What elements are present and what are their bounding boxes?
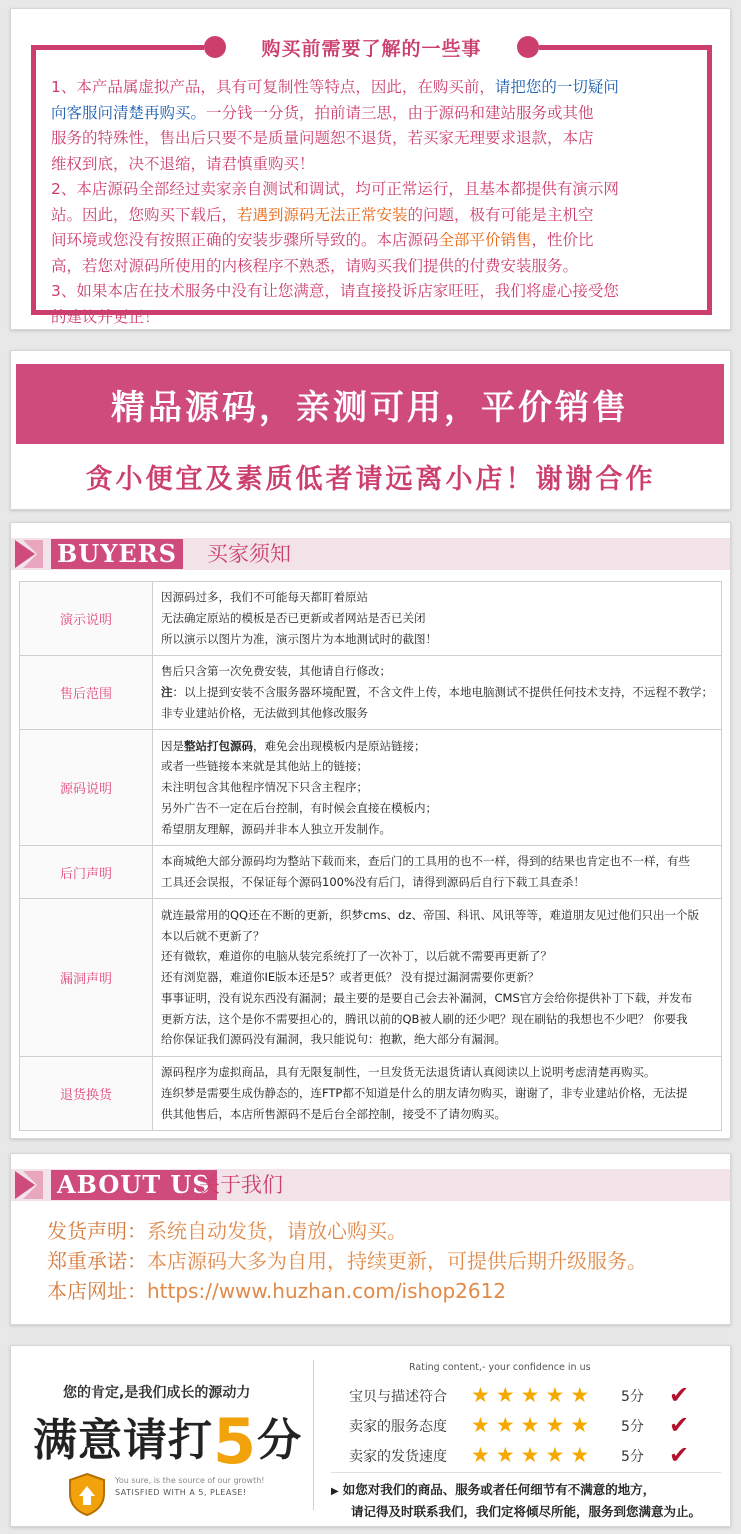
row-line-bold: 整站打包源码 bbox=[184, 738, 253, 753]
star-icon: ★ bbox=[570, 1443, 590, 1467]
notice-body bbox=[51, 75, 701, 330]
row-line: 供其他售后，本店所售源码不是后台全部控制，接受不了请勿购买。 bbox=[161, 1106, 506, 1121]
row-label: 后门声明 bbox=[20, 846, 153, 899]
buyers-title-cn: 买家须知 bbox=[207, 542, 291, 566]
rating-label: 卖家的服务态度 bbox=[349, 1419, 447, 1435]
row-label: 售后范围 bbox=[20, 656, 153, 730]
notice-item-2 bbox=[51, 177, 701, 279]
star-icon: ★ bbox=[495, 1383, 515, 1407]
rating-panel bbox=[10, 1345, 731, 1527]
star-icon: ★ bbox=[471, 1443, 490, 1467]
table-row bbox=[20, 582, 722, 656]
rating-score: 5分 bbox=[621, 1389, 644, 1405]
footer-text: 如您对我们的商品、服务或者任何细节有不满意的地方， bbox=[342, 1482, 656, 1497]
notice-text: 服务的特殊性，售出后只要不是质量问题恕不退货，若买家无理要求退款，本店 bbox=[51, 129, 594, 147]
about-row bbox=[47, 1276, 647, 1306]
row-line: 源码程序为虚拟商品，具有无限复制性，一旦发货无法退货请认真阅读以上说明考虑清楚再购买。 bbox=[161, 1065, 656, 1080]
notice-title-pill bbox=[204, 32, 539, 62]
notice-panel bbox=[10, 8, 731, 330]
star-icon: ★ bbox=[520, 1443, 540, 1467]
row-line: 所以演示以图片为准，演示图片为本地测试时的截图！ bbox=[161, 631, 437, 646]
check-icon: ✔ bbox=[669, 1381, 690, 1409]
slogan-sub-text: 贪小便宜及素质低者请远离小店！谢谢合作 bbox=[85, 463, 656, 495]
notice-highlight-blue: 请把您的一切疑问 bbox=[494, 78, 619, 96]
row-label: 漏洞声明 bbox=[20, 899, 153, 1057]
notice-item-3 bbox=[51, 279, 701, 330]
shop-url-link[interactable]: https://www.huzhan.com/ishop2612 bbox=[147, 1279, 507, 1303]
buyers-title-en: BUYERS bbox=[51, 539, 183, 569]
about-row bbox=[47, 1216, 647, 1246]
footer-line-1 bbox=[331, 1480, 701, 1502]
title-dot-left-icon bbox=[204, 36, 226, 58]
row-content bbox=[153, 899, 722, 1057]
row-line: 就连最常用的QQ还在不断的更新，织梦cms、dz、帝国、科讯、风讯等等，难道朋友见过他们只出一个版 bbox=[161, 908, 699, 923]
triangle-icon bbox=[15, 1171, 43, 1199]
row-line-pre: 因是 bbox=[161, 738, 184, 753]
rating-score: 5分 bbox=[621, 1419, 644, 1435]
footer-line-2: 请记得及时联系我们，我们定将倾尽所能，服务到您满意为止。 bbox=[351, 1504, 702, 1519]
rating-small-en-2: SATISFIED WITH A 5, PLEASE! bbox=[115, 1488, 247, 1497]
rating-stars bbox=[471, 1413, 589, 1437]
row-line: 事事证明，没有说东西没有漏洞；最主要的是要自己会去补漏洞，CMS官方会给你提供补丁下载，并发布 bbox=[161, 990, 693, 1005]
row-line: 希望朋友理解，源码并非本人独立开发制作。 bbox=[161, 821, 391, 836]
row-line: 本商城绝大部分源码均为整站下载而来，查后门的工具用的也不一样，得到的结果也肯定也不一样，有些 bbox=[161, 854, 690, 869]
star-icon: ★ bbox=[520, 1413, 540, 1437]
rating-small-en-1: You sure, is the source of our growth! bbox=[115, 1476, 265, 1485]
slogan-main: 精品源码，亲测可用，平价销售 bbox=[111, 387, 629, 428]
divider bbox=[313, 1360, 314, 1510]
star-icon: ★ bbox=[471, 1413, 490, 1437]
row-line: 还有微软，难道你的电脑从装完系统打了一次补丁，以后就不需要再更新了？ bbox=[161, 949, 552, 964]
slogan-sub bbox=[11, 451, 730, 501]
big-post: 分 bbox=[257, 1415, 303, 1466]
buyers-header bbox=[11, 533, 730, 573]
check-icon: ✔ bbox=[669, 1441, 690, 1469]
row-line: 更新方法，这个是你不需要担心的，腾讯以前的QB被人刷的还少吧？现在刷钻的我想也不少吧？ 你要我 bbox=[161, 1011, 688, 1026]
notice-text: 维权到底，决不退缩，请君慎重购买！ bbox=[51, 154, 315, 173]
shield-icon bbox=[67, 1472, 107, 1516]
rating-footer bbox=[331, 1480, 701, 1522]
row-line: 未注明包含其他程序情况下只含主程序； bbox=[161, 780, 368, 795]
table-row bbox=[20, 730, 722, 846]
rating-score: 5分 bbox=[621, 1449, 644, 1465]
notice-text: 高，若您对源码所使用的内核程序不熟悉，请购买我们提供的付费安装服务。 bbox=[51, 256, 579, 275]
about-header bbox=[11, 1164, 730, 1204]
row-label: 退货换货 bbox=[20, 1057, 153, 1131]
notice-text: 的问题，极有可能是主机空 bbox=[407, 205, 594, 224]
notice-highlight-orange: 全部平价销售 bbox=[438, 231, 532, 249]
about-value: 本店源码大多为自用，持续更新，可提供后期升级服务。 bbox=[147, 1249, 647, 1273]
table-row bbox=[20, 846, 722, 899]
star-icon: ★ bbox=[545, 1413, 565, 1437]
big-pre: 满意请打 bbox=[33, 1415, 213, 1466]
rating-slogan: 您的肯定,是我们成长的源动力 bbox=[63, 1385, 251, 1401]
about-title-cn: 关于我们 bbox=[199, 1173, 283, 1197]
row-content bbox=[153, 1057, 722, 1131]
row-line: 无法确定原站的模板是否已更新或者网站是否已关闭 bbox=[161, 611, 426, 626]
rating-left bbox=[11, 1346, 311, 1526]
notice-text: 3、如果本店在技术服务中没有让您满意，请直接投诉店家旺旺，我们将虚心接受您 bbox=[51, 282, 619, 300]
rating-label: 宝贝与描述符合 bbox=[349, 1389, 447, 1405]
about-title-en: ABOUT US bbox=[51, 1170, 217, 1200]
check-icon: ✔ bbox=[669, 1411, 690, 1439]
notice-text: ，性价比 bbox=[531, 231, 594, 249]
notice-highlight-blue: 向客服问清楚再购买。 bbox=[51, 103, 207, 122]
row-note-bold: 注 bbox=[161, 685, 173, 700]
notice-highlight-orange: 若遇到源码无法正常安装 bbox=[237, 205, 408, 224]
row-line: 非专业建站价格，无法做到其他修改服务 bbox=[161, 705, 368, 720]
star-icon: ★ bbox=[545, 1443, 565, 1467]
about-panel bbox=[10, 1153, 731, 1325]
about-key: 发货声明： bbox=[47, 1219, 147, 1243]
divider bbox=[331, 1472, 721, 1473]
row-note-rest: ：以上提到安装不含服务器环境配置，不含文件上传，本地电脑测试不提供任何技术支持，不远程不教学； bbox=[172, 685, 713, 700]
rating-title: Rating content,- your confidence in us bbox=[409, 1362, 591, 1373]
rating-row bbox=[349, 1442, 709, 1468]
buyers-panel bbox=[10, 522, 731, 1139]
table-row bbox=[20, 899, 722, 1057]
star-icon: ★ bbox=[520, 1383, 540, 1407]
row-line: 另外广告不一定在后台控制，有时候会直接在模板内； bbox=[161, 800, 437, 815]
star-icon: ★ bbox=[545, 1383, 565, 1407]
row-label: 源码说明 bbox=[20, 730, 153, 846]
rating-row bbox=[349, 1412, 709, 1438]
star-icon: ★ bbox=[471, 1383, 490, 1407]
slogan-banner bbox=[16, 364, 724, 444]
rating-row bbox=[349, 1382, 709, 1408]
row-line-post: ，难免会出现模板内是原站链接； bbox=[253, 738, 426, 753]
notice-text: 站。因此，您购买下载后， bbox=[51, 205, 238, 224]
rating-stars bbox=[471, 1383, 589, 1407]
row-content bbox=[153, 846, 722, 899]
notice-text: 一分钱一分货，拍前请三思，由于源码和建站服务或其他 bbox=[206, 103, 594, 122]
row-content bbox=[153, 730, 722, 846]
buyers-table bbox=[19, 581, 722, 1131]
row-content bbox=[153, 656, 722, 730]
notice-title: 购买前需要了解的一些事 bbox=[261, 37, 482, 60]
title-dot-right-icon bbox=[517, 36, 539, 58]
slogan-panel bbox=[10, 350, 731, 510]
arrow-right-icon: ▶ bbox=[331, 1486, 339, 1497]
big-num: 5 bbox=[213, 1405, 258, 1478]
row-line: 售后只含第一次免费安装，其他请自行修改； bbox=[161, 664, 391, 679]
notice-text: 的建议并更正！ bbox=[51, 307, 160, 326]
row-line: 给你保证我们源码没有漏洞，我只能说句：抱歉，绝大部分有漏洞。 bbox=[161, 1032, 506, 1047]
star-icon: ★ bbox=[570, 1413, 590, 1437]
table-row bbox=[20, 656, 722, 730]
about-rows bbox=[47, 1216, 647, 1306]
row-line bbox=[161, 682, 713, 703]
row-line: 还有浏览器，难道你IE版本还是5？或者更低？ 没有提过漏洞需要你更新？ bbox=[161, 970, 540, 985]
about-key: 本店网址： bbox=[47, 1279, 147, 1303]
rating-stars bbox=[471, 1443, 589, 1467]
triangle-icon bbox=[15, 540, 43, 568]
about-key: 郑重承诺： bbox=[47, 1249, 147, 1273]
notice-text: 间环境或您没有按照正确的安装步骤所导致的。本店源码 bbox=[51, 231, 439, 249]
row-label: 演示说明 bbox=[20, 582, 153, 656]
row-line: 或者一些链接本来就是其他站上的链接； bbox=[161, 759, 368, 774]
notice-text: 1、本产品属虚拟产品，具有可复制性等特点，因此，在购买前， bbox=[51, 78, 495, 96]
notice-item-1 bbox=[51, 75, 701, 177]
about-row bbox=[47, 1246, 647, 1276]
row-line: 连织梦是需要生成伪静态的，连FTP都不知道是什么的朋友请勿购买，谢谢了，非专业建站价格，无法提 bbox=[161, 1086, 688, 1101]
rating-big-text bbox=[33, 1404, 302, 1478]
star-icon: ★ bbox=[495, 1443, 515, 1467]
star-icon: ★ bbox=[570, 1383, 590, 1407]
row-line: 因源码过多，我们不可能每天都盯着原站 bbox=[161, 590, 368, 605]
row-line bbox=[161, 736, 713, 757]
rating-label: 卖家的发货速度 bbox=[349, 1449, 447, 1465]
about-value: 系统自动发货，请放心购买。 bbox=[147, 1219, 407, 1243]
row-line: 工具还会误报，不保证每个源码100%没有后门，请得到源码后自行下载工具查杀！ bbox=[161, 875, 585, 889]
row-content bbox=[153, 582, 722, 656]
star-icon: ★ bbox=[495, 1413, 515, 1437]
row-line: 本以后就不更新了？ bbox=[161, 928, 265, 943]
notice-text: 2、本店源码全部经过卖家亲自测试和调试，均可正常运行，且基本都提供有演示网 bbox=[51, 180, 619, 198]
table-row bbox=[20, 1057, 722, 1131]
